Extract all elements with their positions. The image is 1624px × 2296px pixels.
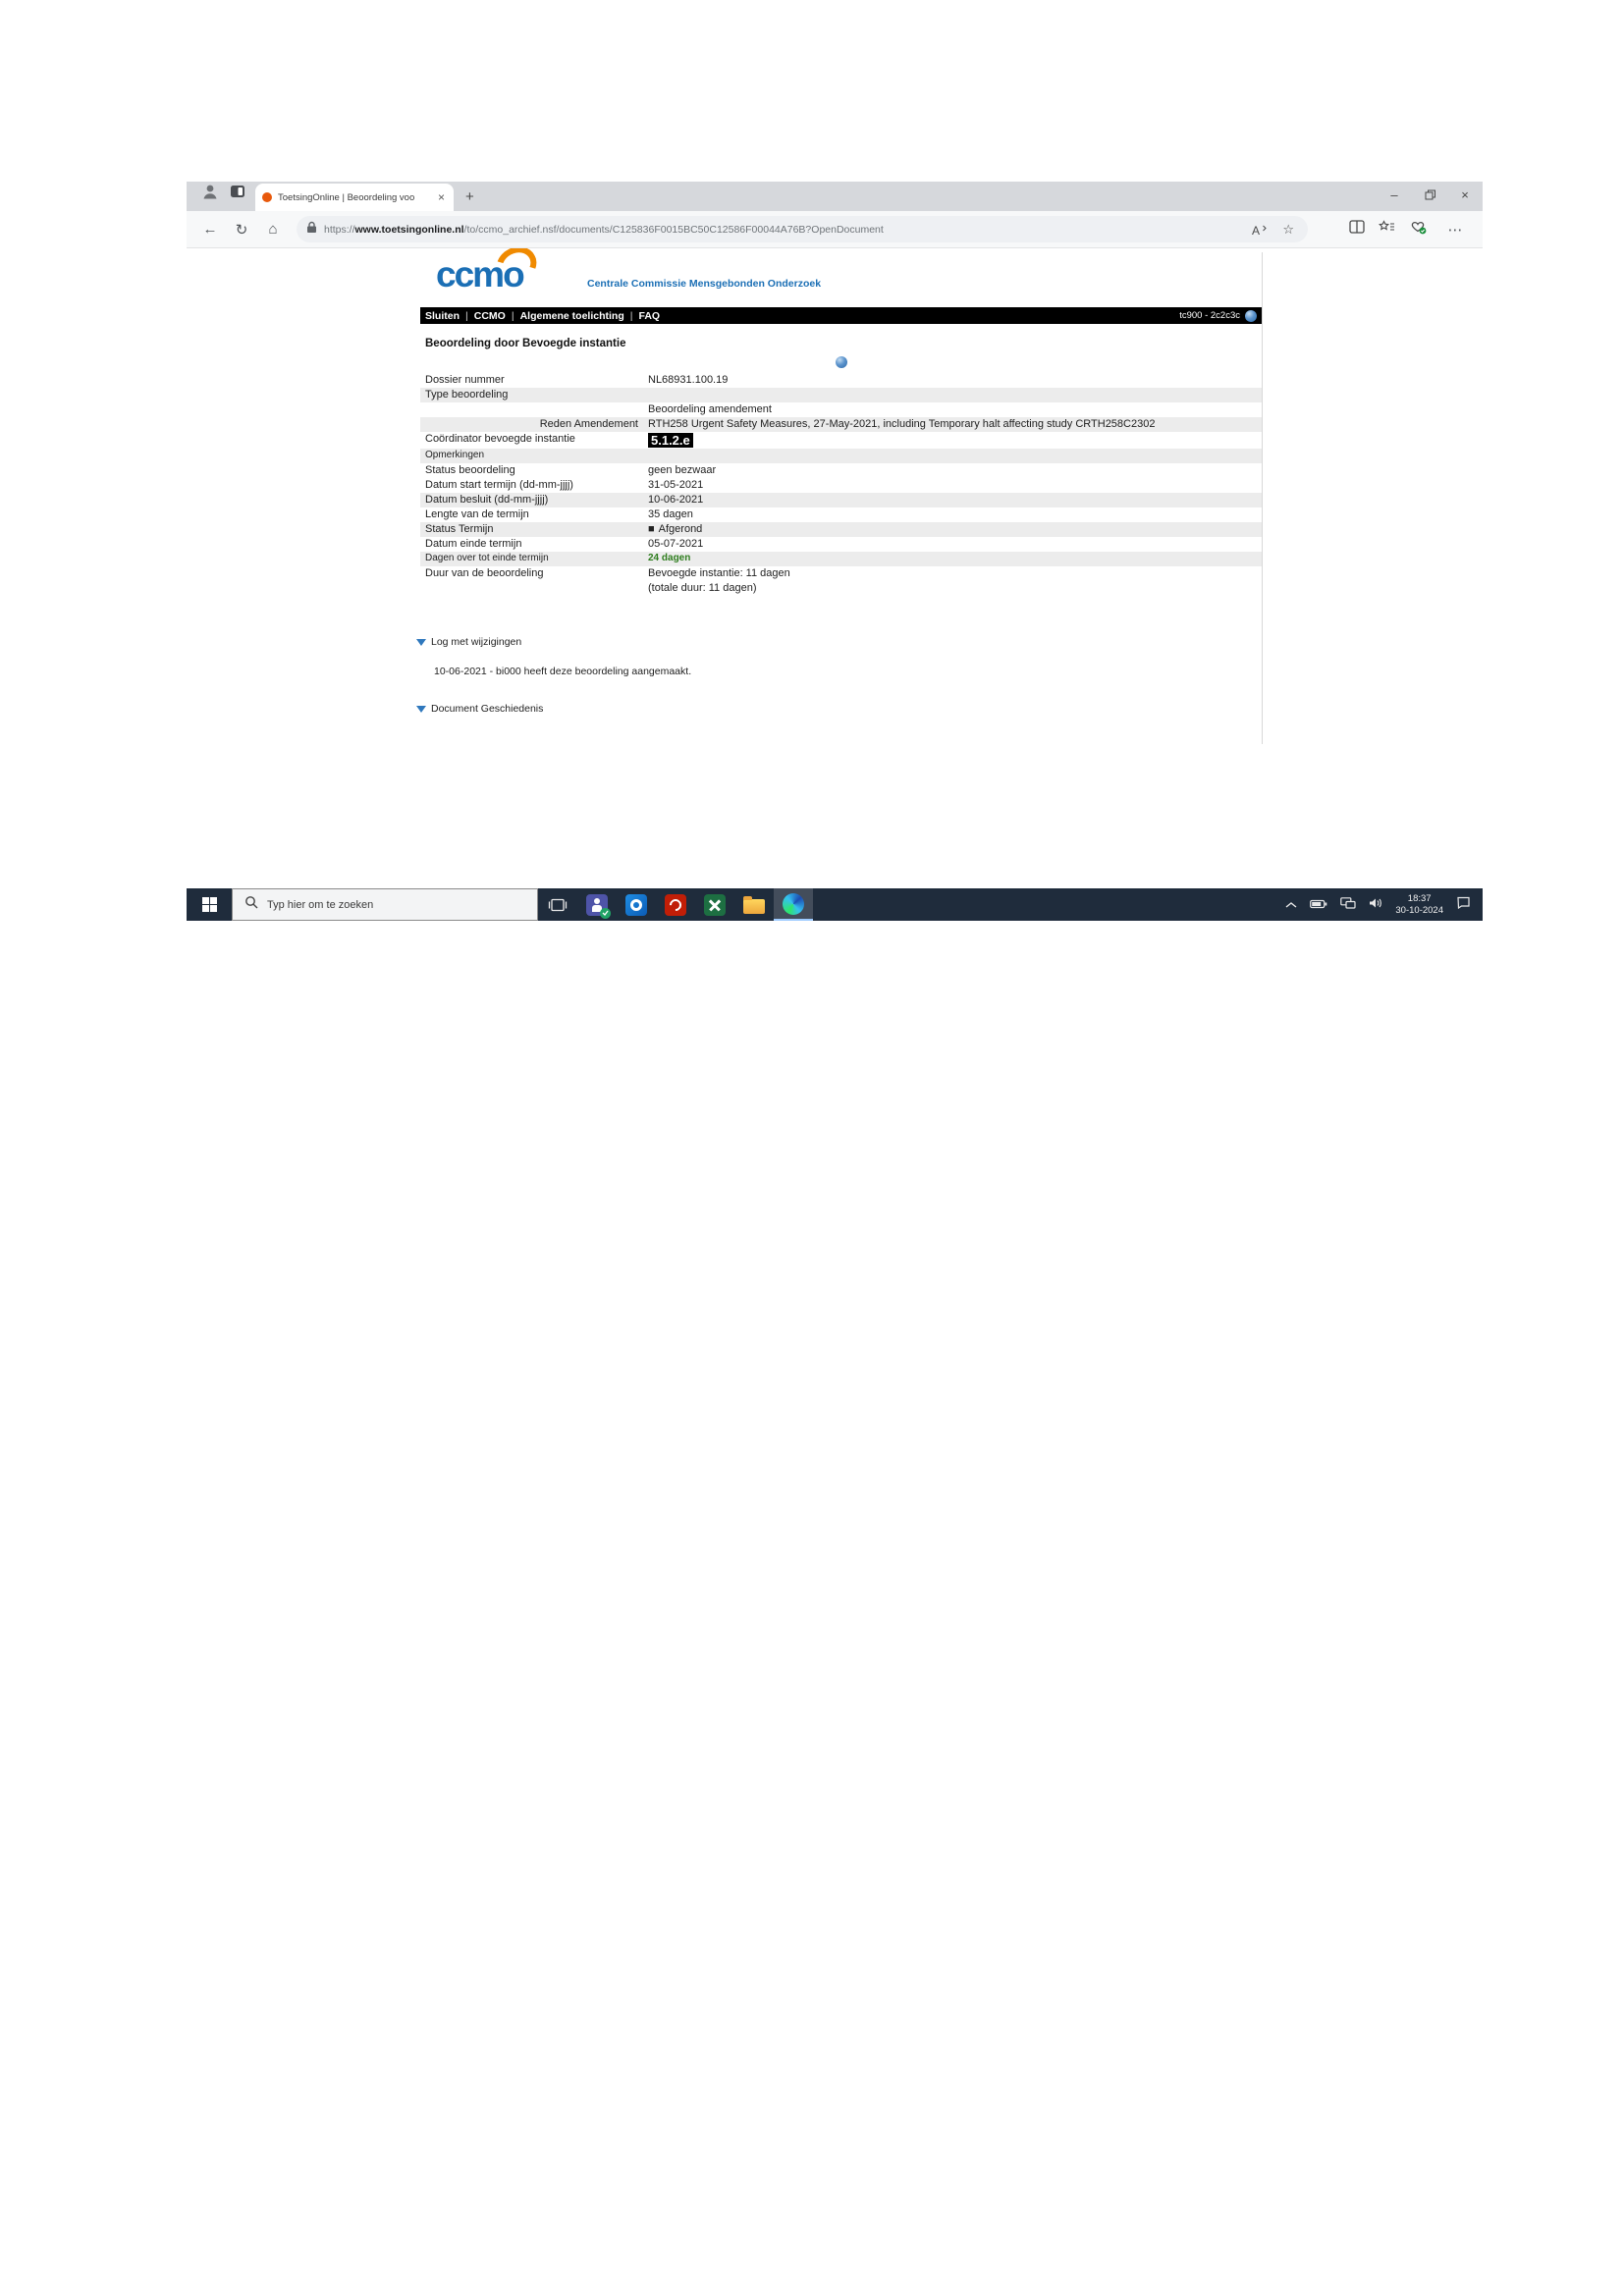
taskbar <box>187 888 1483 921</box>
outlook-icon[interactable] <box>617 888 656 921</box>
menu-item-sluiten[interactable]: Sluiten <box>425 309 460 322</box>
maximize-button[interactable] <box>1412 182 1447 207</box>
tab-strip <box>187 182 1483 211</box>
taskbar-search-input[interactable] <box>232 888 538 921</box>
volume-icon[interactable] <box>1369 896 1382 914</box>
system-tray <box>1285 888 1483 921</box>
help-icon[interactable] <box>836 356 847 368</box>
tray-chevron-icon[interactable] <box>1285 896 1297 914</box>
windows-logo-icon <box>202 897 217 912</box>
status-square-icon: ■ <box>648 523 655 535</box>
browser-tab[interactable] <box>255 184 454 211</box>
table-row: Coördinator bevoegde instantie 5.1.2.e <box>420 432 1262 449</box>
redaction-box: 5.1.2.e <box>648 433 693 448</box>
favorites-list-icon[interactable] <box>1379 220 1395 239</box>
page-viewport <box>187 248 1483 874</box>
table-row: Datum besluit (dd-mm-jjjj) 10-06-2021 <box>420 493 1262 507</box>
start-button[interactable] <box>187 888 232 921</box>
svg-text:A: A <box>1252 223 1261 237</box>
split-screen-icon[interactable] <box>1349 220 1365 239</box>
search-placeholder: Typ hier om te zoeken <box>267 898 374 911</box>
review-form <box>420 373 1262 595</box>
menu-item-ccmo[interactable]: CCMO <box>473 309 506 322</box>
logo-subtitle: Centrale Commissie Mensgebonden Onderzoek <box>587 278 822 290</box>
page-title: Beoordeling door Bevoegde instantie <box>425 338 626 349</box>
tab-close-icon[interactable]: × <box>437 190 445 204</box>
settings-menu-icon[interactable]: ⋯ <box>1447 221 1463 239</box>
file-explorer-icon[interactable] <box>734 888 774 921</box>
table-row: Type beoordeling <box>420 388 1262 402</box>
acrobat-icon[interactable] <box>656 888 695 921</box>
home-icon[interactable]: ⌂ <box>268 221 278 238</box>
menu-item-toelichting[interactable]: Algemene toelichting <box>519 309 624 322</box>
url-text: https://www.toetsingonline.nl/to/ccmo_archief.nsf/documents/C125836F0015BC50C12586F00044A76B?OpenDocument <box>324 223 884 236</box>
table-row: Status beoordeling geen bezwaar <box>425 464 717 476</box>
minimize-button[interactable]: – <box>1390 187 1398 202</box>
add-favorite-icon[interactable]: ☆ <box>1282 221 1294 237</box>
lock-icon <box>306 221 317 239</box>
page-content <box>420 252 1263 744</box>
log-section-header[interactable]: Log met wijzigingen <box>416 636 1262 648</box>
tab-favicon-icon <box>262 192 272 202</box>
task-view-button[interactable] <box>538 888 577 921</box>
log-entry: 10-06-2021 - bi000 heeft deze beoordeling aangemaakt. <box>434 666 692 677</box>
table-row: Lengte van de termijn 35 dagen <box>425 508 693 520</box>
refresh-icon[interactable]: ↻ <box>235 221 248 239</box>
back-icon[interactable]: ← <box>202 221 218 238</box>
network-icon[interactable] <box>1340 896 1356 914</box>
battery-icon[interactable] <box>1310 896 1327 914</box>
tab-title: ToetsingOnline | Beoordeling voo <box>278 191 415 203</box>
ccmo-logo: ccmo <box>436 254 523 295</box>
table-row: Opmerkingen <box>420 449 1262 463</box>
clock-time: 18:37 <box>1407 892 1432 904</box>
table-row: Reden Amendement RTH258 Urgent Safety Measures, 27-May-2021, including Temporary halt affecting study CRTH258C2302 <box>420 417 1262 432</box>
search-icon <box>244 895 258 914</box>
table-row: Duur van de beoordeling Bevoegde instantie: 11 dagen (totale duur: 11 dagen) <box>425 567 790 594</box>
clock-date: 30-10-2024 <box>1395 904 1443 916</box>
browser-toolbar <box>187 211 1483 248</box>
address-bar[interactable] <box>297 216 1308 242</box>
table-row: Dossier nummer NL68931.100.19 <box>425 374 729 386</box>
teams-status-badge <box>600 908 611 919</box>
table-row: Beoordeling amendement <box>648 403 772 415</box>
days-remaining-value: 24 dagen <box>648 553 691 563</box>
table-row: Status Termijn ■ Afgerond <box>420 522 1262 537</box>
table-row: Dagen over tot einde termijn 24 dagen <box>420 552 1262 566</box>
close-window-button[interactable]: × <box>1461 187 1469 202</box>
browser-essentials-icon[interactable] <box>1409 220 1428 240</box>
page-menubar: Sluiten | CCMO | Algemene toelichting | FAQ tc900 - 2c2c3c <box>420 307 1262 324</box>
read-aloud-icon[interactable] <box>1247 223 1272 237</box>
profile-icon[interactable] <box>200 182 220 206</box>
table-row: Datum start termijn (dd-mm-jjjj) 31-05-2021 <box>425 479 704 491</box>
teams-icon[interactable] <box>577 888 617 921</box>
chevron-down-icon[interactable] <box>416 639 426 646</box>
action-center-icon[interactable] <box>1456 895 1471 914</box>
menu-item-faq[interactable]: FAQ <box>638 309 661 322</box>
session-code: tc900 - 2c2c3c <box>1179 310 1240 321</box>
table-row: Datum einde termijn 05-07-2021 <box>425 538 704 550</box>
workspaces-icon[interactable] <box>230 184 245 204</box>
help-icon[interactable] <box>1245 310 1257 322</box>
excel-icon[interactable] <box>695 888 734 921</box>
browser-window <box>187 182 1483 875</box>
new-tab-button[interactable]: + <box>465 188 474 205</box>
taskbar-clock[interactable] <box>1395 893 1443 917</box>
chevron-down-icon[interactable] <box>416 706 426 713</box>
edge-icon[interactable] <box>774 888 813 921</box>
history-section-header[interactable]: Document Geschiedenis <box>416 703 1262 715</box>
